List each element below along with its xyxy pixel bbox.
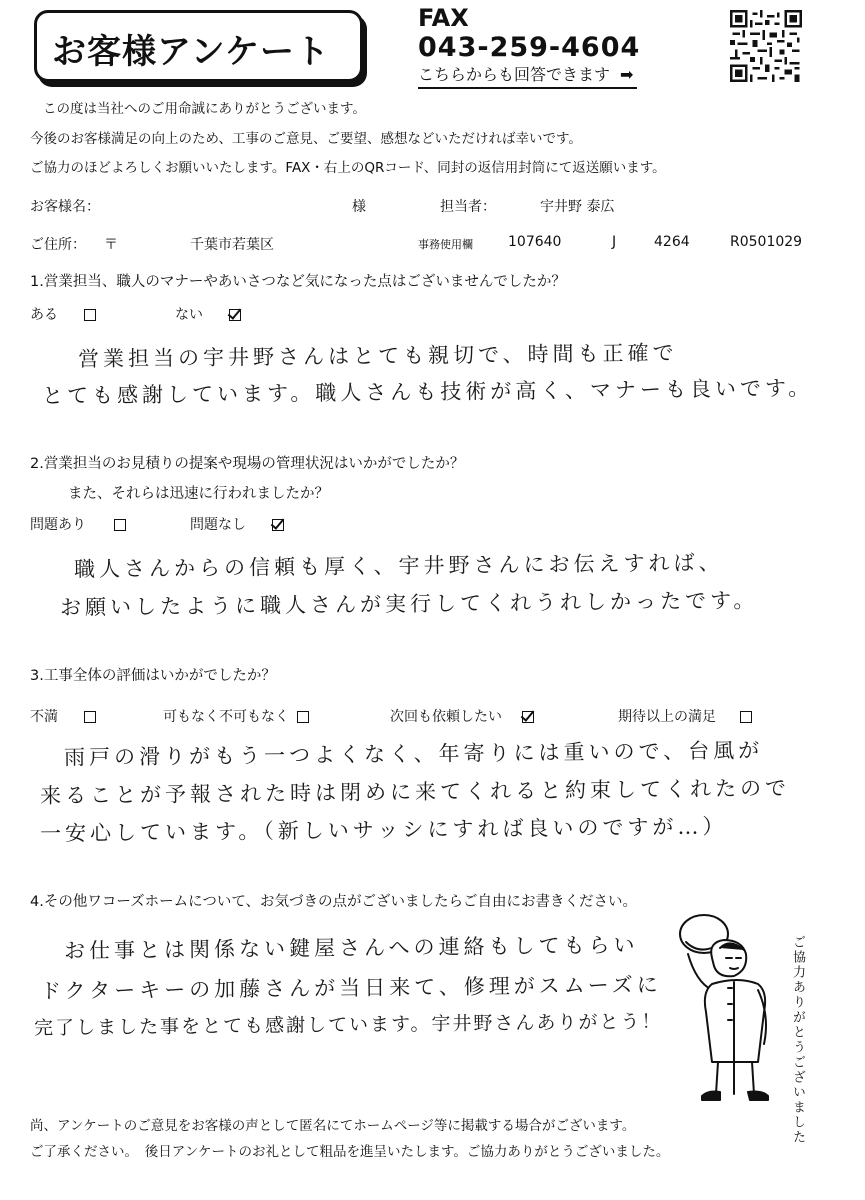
fax-note	[418, 62, 637, 89]
thanks-vertical: ご協力ありがとうございました	[790, 935, 805, 1145]
q3-checkbox-kitai[interactable]	[740, 711, 752, 723]
q2-question: 2.営業担当のお見積りの提案や現場の管理状況はいかがでしたか？	[30, 456, 465, 472]
q3-checkbox-fuman[interactable]	[84, 711, 96, 723]
fax-label: FAX	[418, 4, 469, 32]
q3-answer-line-2: 来ることが予報された時は閉めに来てくれると約束してくれたので	[39, 776, 791, 808]
q1-checkbox-nai[interactable]	[229, 309, 241, 321]
q3-option-kamonaku[interactable]: 可もなく不可もなく	[163, 706, 309, 726]
qr-code-icon[interactable]	[730, 10, 802, 82]
q4-answer-line-3: 完了しました事をとても感謝しています。宇井野さんありがとう！	[33, 1010, 663, 1040]
office-code-3: 4264	[654, 234, 690, 250]
fax-note-text: こちらからも回答できます	[418, 65, 611, 84]
q1-answer-line-1: 営業担当の宇井野さんはとても親切で、時間も正確で	[77, 340, 678, 372]
footer-line-2: ご了承ください。 後日アンケートのお礼として粗品を進呈いたします。ご協力ありがとうございました。	[30, 1144, 670, 1160]
q2-checkbox-mondai-nashi[interactable]	[272, 519, 284, 531]
q3-option-fuman[interactable]: 不満	[30, 706, 96, 726]
q1-checkbox-aru[interactable]	[84, 309, 96, 321]
q2-answer-line-1: 職人さんからの信頼も厚く、宇井野さんにお伝えすれば、	[73, 550, 724, 582]
q2-answer-line-2: お願いしたように職人さんが実行してくれうれしかったです。	[59, 588, 759, 620]
bowing-worker-illustration	[672, 912, 778, 1104]
q3-option-kitai[interactable]: 期待以上の満足	[618, 706, 752, 726]
q2-question-2: また、それらは迅速に行われましたか？	[68, 486, 329, 502]
intro-line-3: ご協力のほどよろしくお願いいたします。FAX・右上のQRコード、同封の返信用封筒にて返送願います。	[30, 160, 666, 176]
staff-name: 宇井野 泰広	[540, 199, 615, 215]
q1-answer-line-2: とても感謝しています。職人さんも技術が高く、マナーも良いです。	[41, 375, 814, 409]
intro-line-2: 今後のお客様満足の向上のため、工事のご意見、ご要望、感想などいただければ幸いです。	[30, 131, 582, 147]
arrow-right-icon: ➡	[620, 65, 634, 84]
intro-line-1: この度は当社へのご用命誠にありがとうございます。	[43, 101, 366, 117]
staff-label: 担当者：	[440, 199, 496, 215]
address-value: 千葉市若葉区	[190, 237, 274, 253]
q3-answer-line-3: 一安心しています。（新しいサッシにすれば良いのですが…）	[39, 814, 728, 846]
fax-number: 043-259-4604	[418, 32, 641, 63]
q4-answer-line-1: お仕事とは関係ない鍵屋さんへの連絡もしてもらい	[63, 932, 639, 964]
q3-option-jikai[interactable]: 次回も依頼したい	[390, 706, 534, 726]
survey-title: お客様アンケート	[52, 32, 330, 72]
office-code-2: J	[612, 234, 617, 250]
footer-line-1: 尚、アンケートのご意見をお客様の声として匿名にてホームページ等に掲載する場合がございます。	[30, 1118, 636, 1134]
office-code-4: R0501029	[730, 234, 803, 250]
q2-checkbox-mondai-ari[interactable]	[114, 519, 126, 531]
address-label: ご住所：	[30, 237, 86, 253]
office-code-1: 107640	[508, 234, 562, 250]
q3-answer-line-1: 雨戸の滑りがもう一つよくなく、年寄りには重いので、台風が	[63, 738, 764, 770]
office-use-label: 事務使用欄	[418, 238, 473, 251]
q2-option-mondai-ari[interactable]: 問題あり	[30, 514, 126, 534]
honorific: 様	[352, 199, 366, 215]
customer-name-label: お客様名：	[30, 199, 100, 215]
q1-question: 1.営業担当、職人のマナーやあいさつなど気になった点はございませんでしたか？	[30, 274, 566, 290]
q3-question: 3.工事全体の評価はいかがでしたか？	[30, 668, 276, 684]
q4-question: 4.その他ワコーズホームについて、お気づきの点がございましたらご自由にお書きください。	[30, 894, 638, 910]
q1-option-aru[interactable]: ある	[30, 304, 96, 324]
q1-option-nai[interactable]: ない	[175, 304, 241, 324]
postal-mark: 〒	[104, 237, 118, 253]
q3-checkbox-jikai[interactable]	[522, 711, 534, 723]
q2-option-mondai-nashi[interactable]: 問題なし	[190, 514, 284, 534]
q3-checkbox-kamonaku[interactable]	[297, 711, 309, 723]
q4-answer-line-2: ドクターキーの加藤さんが当日来て、修理がスムーズに	[39, 972, 662, 1004]
